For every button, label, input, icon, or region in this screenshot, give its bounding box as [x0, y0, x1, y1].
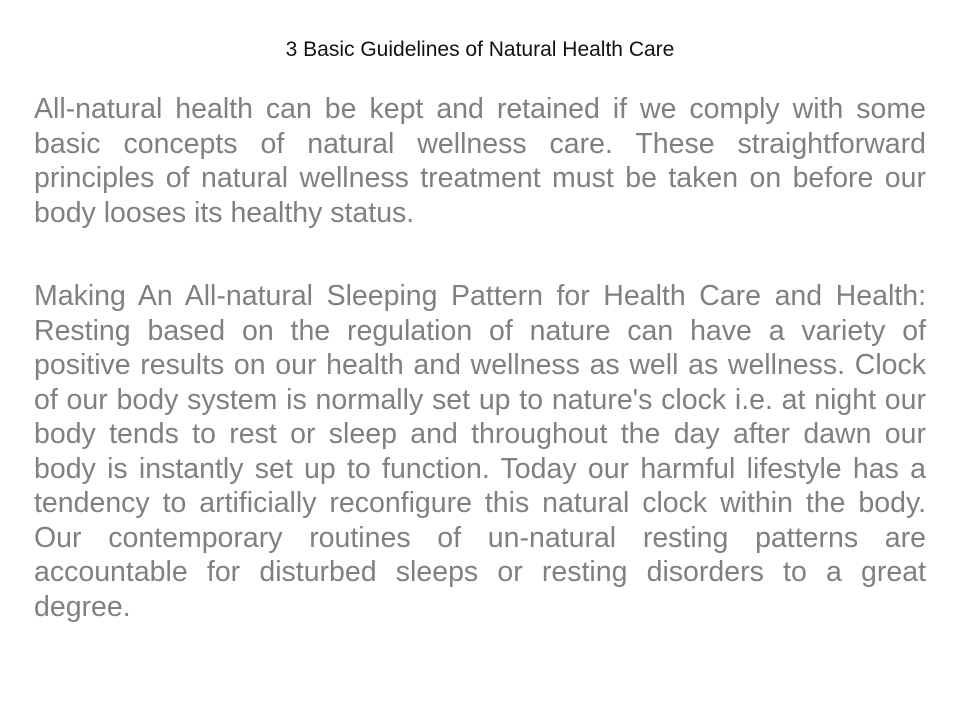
slide-body: [34, 92, 926, 624]
slide-title: 3 Basic Guidelines of Natural Health Care: [285, 38, 675, 61]
paragraph-intro: All-natural health can be kept and retained if we comply with some basic concepts of natural wellness care. These straightforward principles of natural wellness treatment must be taken on before our body looses its healthy status.: [34, 93, 926, 229]
paragraph-sleeping-pattern: Making An All-natural Sleeping Pattern for Health Care and Health: Resting based on the regulation of nature can have a variety of positive results on our health and wellness as well as wellness. Clock of our body system is normally set up to nature's clock i.e. at night our body tends to rest or sleep and throughout the day after dawn our body is instantly set up to function. Today our harmful lifestyle has a tendency to artificially reconfigure this natural clock within the body. Our contemporary routines of un-natural resting patterns are accountable for disturbed sleeps or resting disorders to a great degree.: [34, 280, 926, 623]
